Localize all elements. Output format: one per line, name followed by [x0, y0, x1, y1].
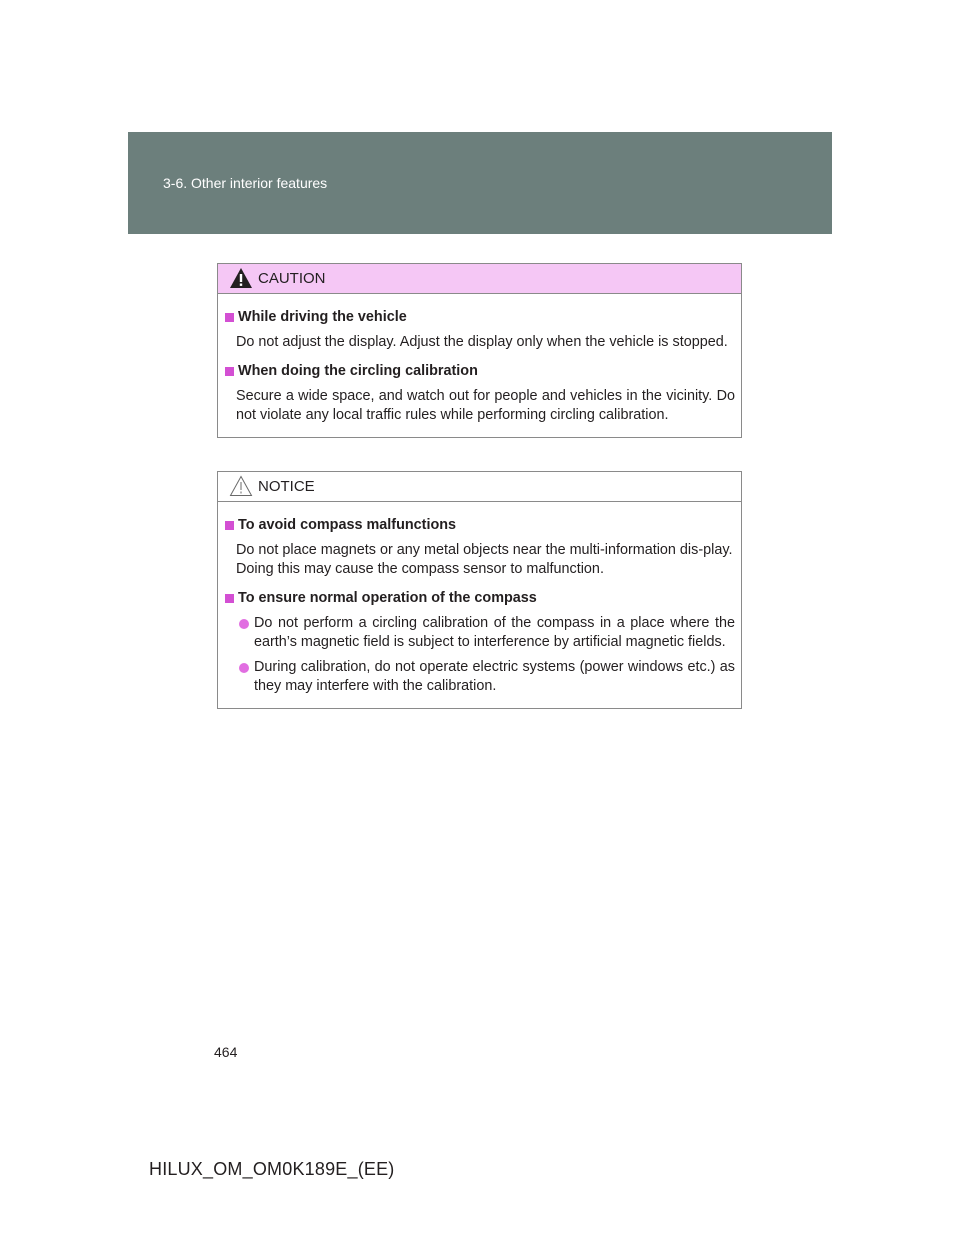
caution-header [218, 264, 741, 294]
caution-item-text: Do not adjust the display. Adjust the display only when the vehicle is stopped. [236, 334, 728, 350]
caution-item-text: Secure a wide space, and watch out for people and vehicles in the vicinity. Do not violate any local traffic rules while performing circling calibration. [236, 388, 735, 423]
notice-item-title: To ensure normal operation of the compass [224, 589, 735, 608]
caution-label: CAUTION [258, 270, 326, 287]
notice-item-text: Do not place magnets or any metal objects near the multi-information dis-play. [236, 542, 733, 558]
notice-header [218, 472, 741, 502]
notice-bullet: During calibration, do not operate electric systems (power windows etc.) as they may interfere with the calibration. [224, 658, 735, 696]
page-number: 464 [214, 1044, 238, 1060]
warning-icon [229, 267, 253, 289]
document-code: HILUX_OM_OM0K189E_(EE) [149, 1159, 395, 1179]
caution-body [218, 294, 741, 437]
caution-item-title: While driving the vehicle [224, 308, 735, 327]
notice-body [218, 502, 741, 708]
notice-box [217, 471, 742, 709]
notice-item-title: To avoid compass malfunctions [224, 516, 735, 535]
section-title: 3-6. Other interior features [163, 175, 328, 191]
notice-item-text: Doing this may cause the compass sensor to malfunction. [236, 561, 604, 577]
notice-bullet: Do not perform a circling calibration of the compass in a place where the earth’s magnetic field is subject to interference by artificial magnetic fields. [224, 614, 735, 652]
caution-item-title: When doing the circling calibration [224, 362, 735, 381]
notice-triangle-icon [229, 475, 253, 497]
caution-box [217, 263, 742, 438]
notice-label: NOTICE [258, 478, 315, 495]
